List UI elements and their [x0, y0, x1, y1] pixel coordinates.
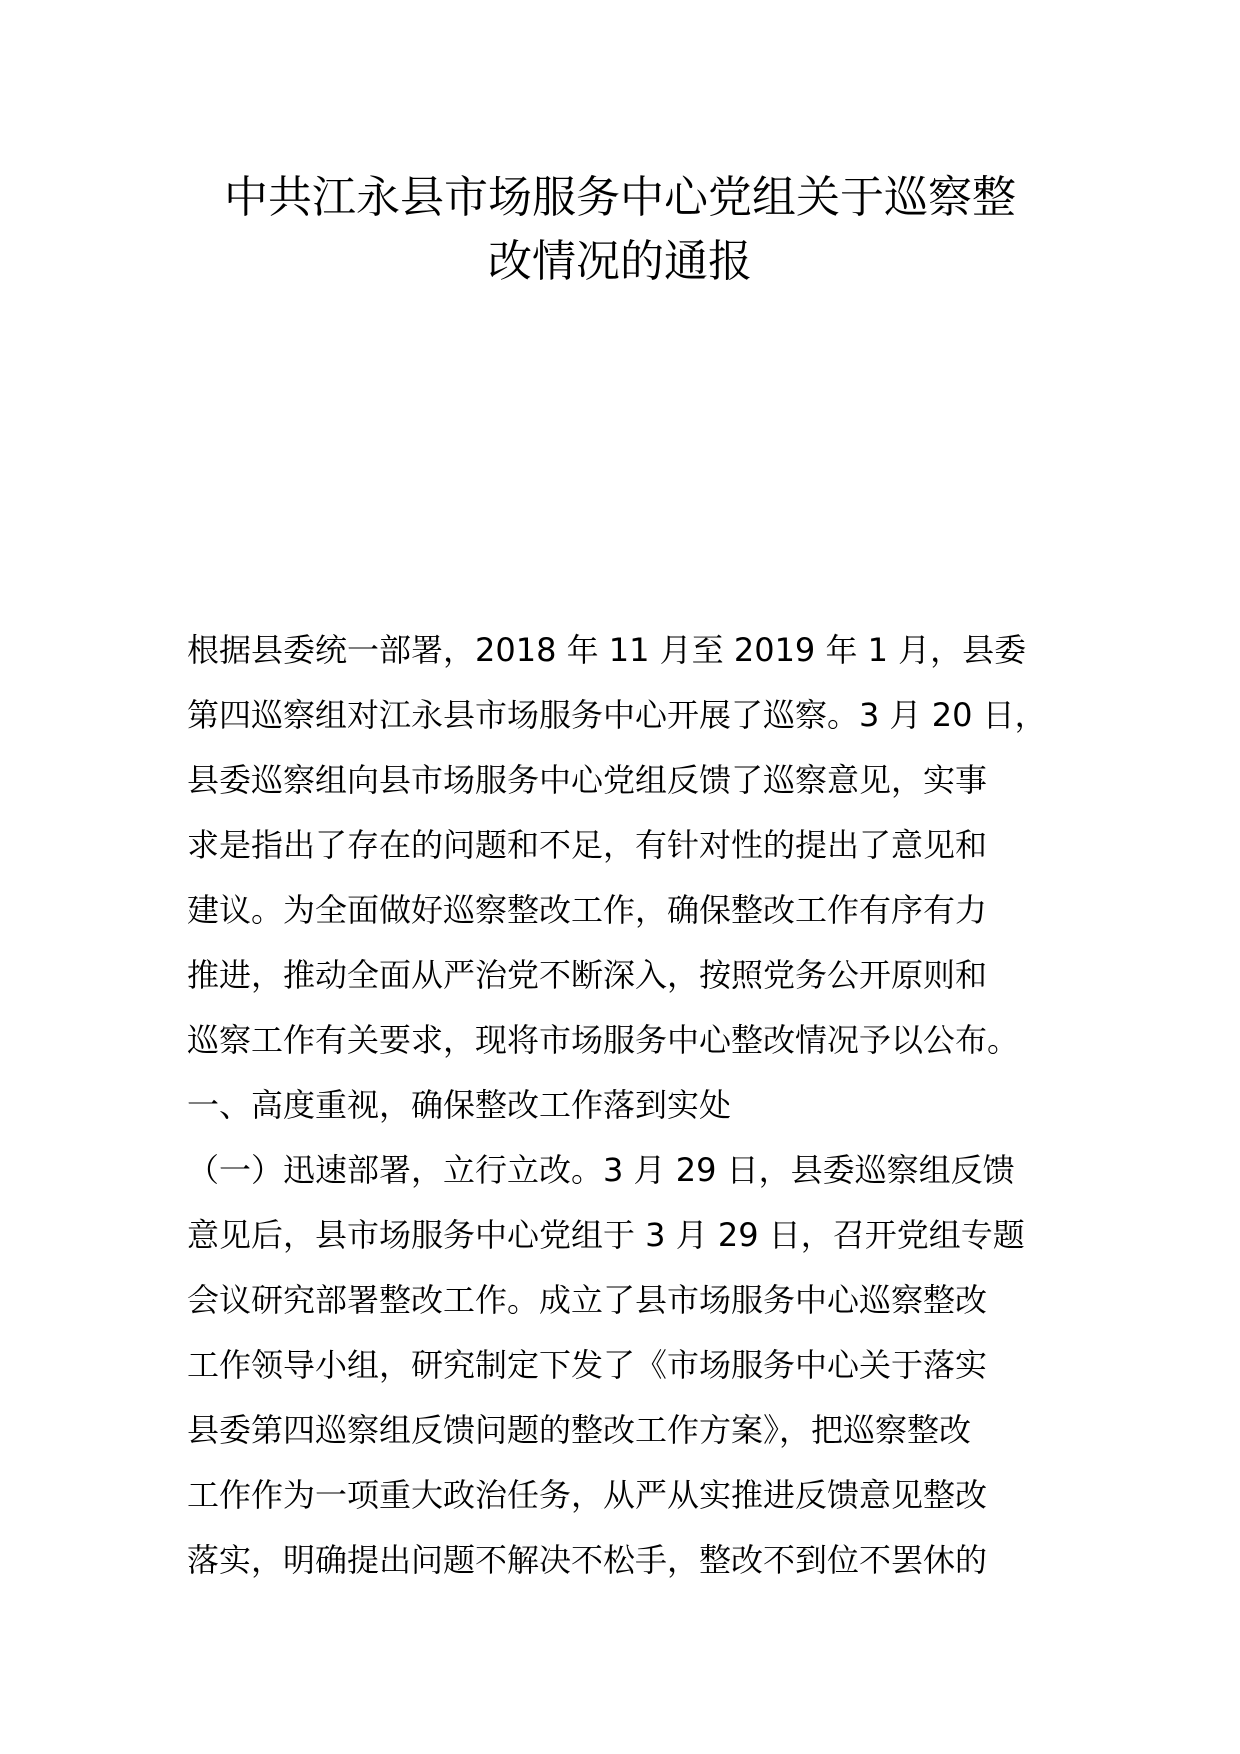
body-line: 求是指出了存在的问题和不足，有针对性的提出了意见和 — [187, 826, 988, 864]
body-line: 推进，推动全面从严治党不断深入，按照党务公开原则和 — [187, 956, 988, 994]
body-line: 建议。为全面做好巡察整改工作，确保整改工作有序有力 — [187, 891, 988, 929]
body-line: 意见后，县市场服务中心党组于 3 月 29 日，召开党组专题 — [187, 1216, 1025, 1254]
body-line: 县委第四巡察组反馈问题的整改工作方案》，把巡察整改 — [187, 1411, 972, 1449]
body-line: 落实，明确提出问题不解决不松手，整改不到位不罢休的 — [187, 1541, 988, 1579]
body-line: 工作领导小组，研究制定下发了《市场服务中心关于落实 — [187, 1346, 988, 1384]
body-line: （一）迅速部署，立行立改。3 月 29 日，县委巡察组反馈 — [187, 1151, 1015, 1189]
body-line: 巡察工作有关要求，现将市场服务中心整改情况予以公布。 — [187, 1021, 1020, 1059]
section-heading: 一、高度重视，确保整改工作落到实处 — [187, 1086, 732, 1124]
body-line: 县委巡察组向县市场服务中心党组反馈了巡察意见，实事 — [187, 761, 988, 799]
body-line: 第四巡察组对江永县市场服务中心开展了巡察。3 月 20 日， — [187, 696, 1047, 734]
body-line: 根据县委统一部署，2018 年 11 月至 2019 年 1 月，县委 — [187, 631, 1027, 669]
title-line: 中共江永县市场服务中心党组关于巡察整 — [224, 172, 1016, 223]
document-body — [187, 618, 1087, 1593]
title-line: 改情况的通报 — [488, 236, 752, 287]
document-title — [150, 166, 1090, 294]
body-line: 会议研究部署整改工作。成立了县市场服务中心巡察整改 — [187, 1281, 988, 1319]
body-line: 工作作为一项重大政治任务，从严从实推进反馈意见整改 — [187, 1476, 988, 1514]
